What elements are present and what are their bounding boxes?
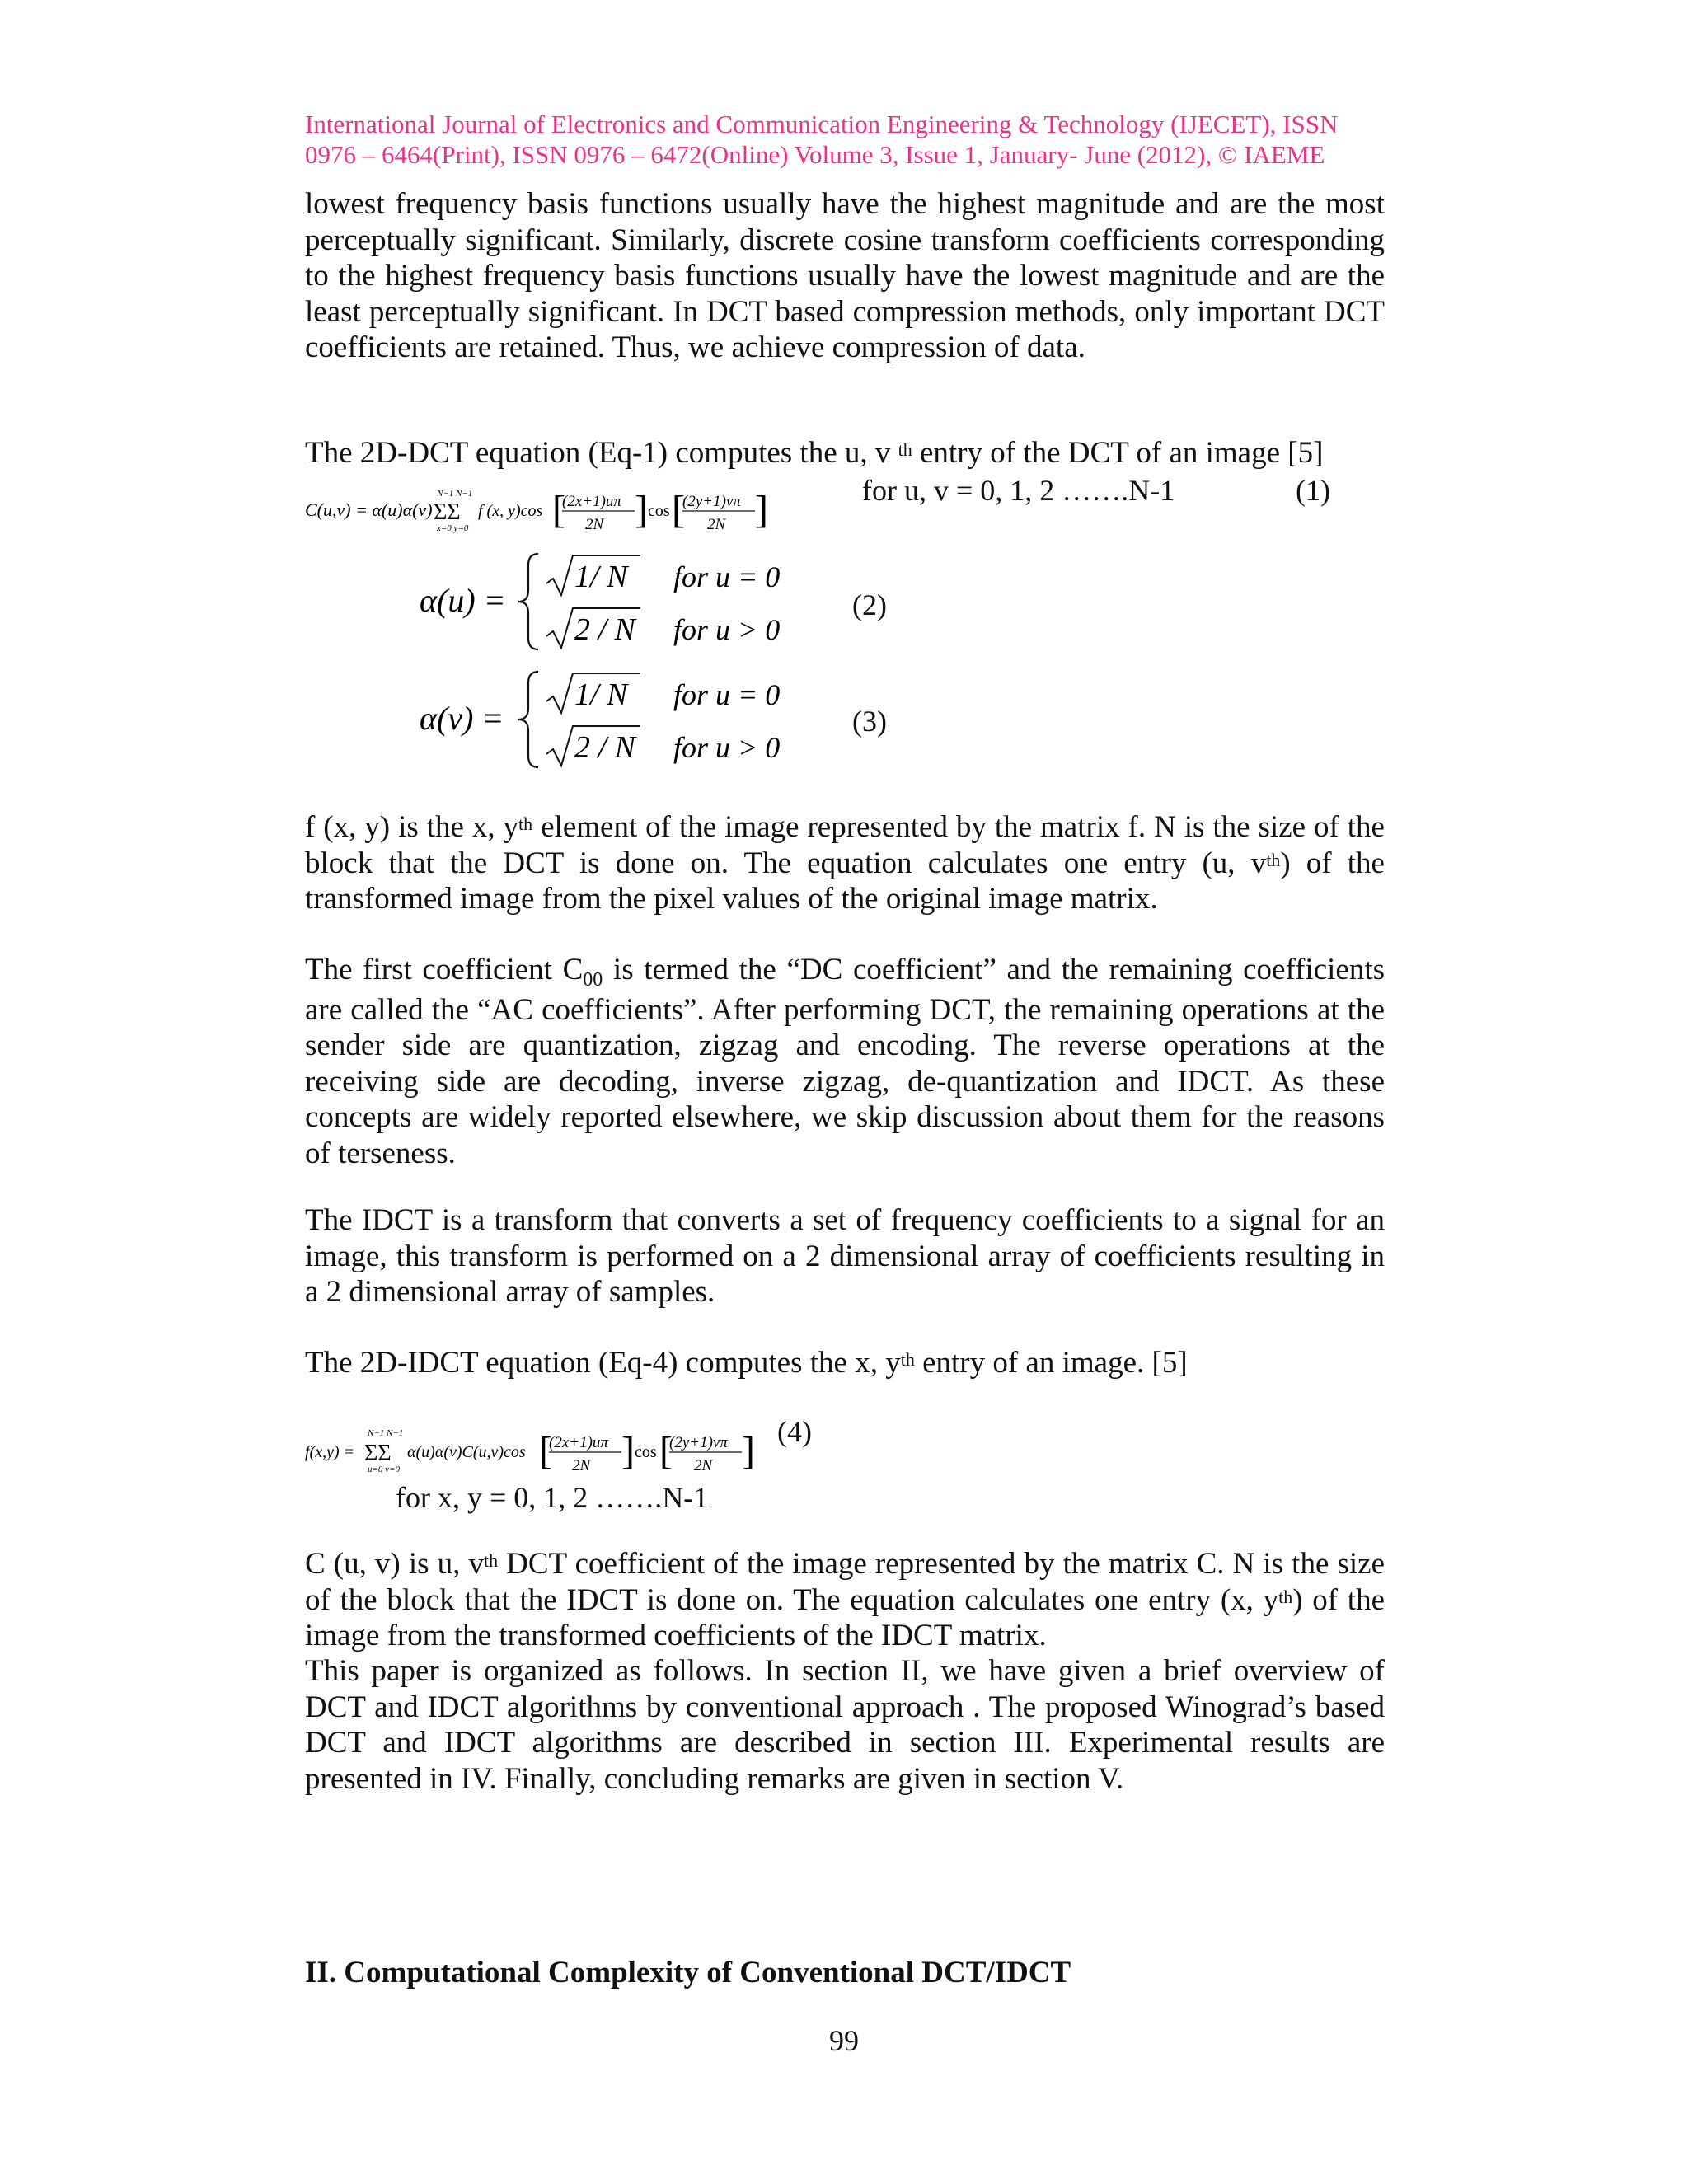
eq4-sum-upper: N−1 N−1 — [368, 1428, 404, 1438]
equation-2-alpha-u — [416, 544, 861, 659]
paragraph-fxy-definition: f (x, y) is the x, $y^{th}$ element of the image represented by the matrix f. N is the size of the block that the DCT is done on. The equation calculates one entry (u, $v^{th}$) of the transformed image from the pixel values of the original image matrix. — [305, 810, 1385, 916]
eq1-term: f (x, y)cos — [478, 502, 543, 520]
equation-1-dct — [305, 485, 783, 551]
eq3-row1-val: 1/ N — [574, 677, 628, 712]
eq3-row2-val: 2 / N — [574, 730, 635, 765]
header-line-1: International Journal of Electronics and Communication Engineering & Technology (IJECET), ISSN — [305, 110, 1339, 138]
header-line-2: 0976 – 6464(Print), ISSN 0976 – 6472(Online) Volume 3, Issue 1, January- June (2012), © IAEME — [305, 140, 1325, 169]
eq4-frac2-num: (2y+1)vπ — [669, 1434, 728, 1451]
eq1-bracket-left-2: [ — [672, 488, 685, 532]
eq1-bracket-right-2: ] — [755, 488, 768, 532]
eq1-condition: for u, v = 0, 1, 2 …….N-1 — [862, 474, 1175, 507]
eq3-number: (3) — [852, 705, 887, 738]
paragraph-cuv-definition: C (u, v) is u, $v^{th}$ DCT coefficient of the image represented by the matrix C. N is the size of the block that the IDCT is done on. The equation calculates one entry (x, $y^{th}$) of the image from the transformed coefficients of the IDCT matrix. — [305, 1547, 1385, 1652]
eq1-bracket-left-1: [ — [552, 488, 565, 532]
eq4-condition: for x, y = 0, 1, 2 …….N-1 — [396, 1481, 709, 1514]
eq4-bracket-right-1: ] — [621, 1429, 635, 1473]
eq4-frac2-den: 2N — [694, 1457, 713, 1474]
eq3-brace — [518, 672, 538, 767]
paragraph-idct-equation-intro: The 2D-IDCT equation (Eq-4) computes the x, $y^{th}$ entry of an image. [5] — [305, 1346, 1188, 1380]
eq4-sigma: ΣΣ — [364, 1441, 392, 1466]
eq4-term: α(u)α(v)C(u,v)cos — [407, 1443, 526, 1461]
page-number: 99 — [829, 2024, 859, 2057]
eq4-bracket-left-1: [ — [539, 1429, 552, 1473]
eq4-frac1-den: 2N — [572, 1457, 591, 1474]
section-heading: II. Computational Complexity of Conventional DCT/IDCT — [305, 1956, 1071, 1990]
eq3-row2-cond: for u > 0 — [673, 731, 781, 764]
eq2-lhs: α(u) = — [420, 582, 506, 619]
equation-3-alpha-v — [416, 662, 861, 777]
eq1-sum-upper: N−1 N−1 — [437, 489, 473, 499]
eq4-number: (4) — [777, 1415, 812, 1448]
eq1-frac1-den: 2N — [585, 516, 604, 533]
eq4-cos2: cos — [635, 1443, 657, 1461]
eq1-frac2-num: (2y+1)vπ — [682, 493, 741, 510]
paragraph-dct-intro: The 2D-DCT equation (Eq-1) computes the u, v $^{th}$ entry of the DCT of an image [5] — [305, 436, 1324, 470]
eq2-row2-val: 2 / N — [574, 612, 635, 647]
paragraph-paper-organization: This paper is organized as follows. In section II, we have given a brief overview of DCT and IDCT algorithms by conventional approach . The proposed Winograd’s based DCT and IDCT algorithms are described in section III. Experimental results are presented in IV. Finally, concluding remarks are given in section V. — [305, 1654, 1385, 1796]
eq4-bracket-left-2: [ — [659, 1429, 673, 1473]
eq1-number: (1) — [1296, 474, 1330, 507]
eq4-frac1-num: (2x+1)uπ — [549, 1434, 608, 1451]
eq4-bracket-right-2: ] — [742, 1429, 755, 1473]
eq4-lhs: f(x,y) = — [305, 1443, 355, 1461]
eq1-sigma: ΣΣ — [434, 499, 461, 525]
eq1-frac1-num: (2x+1)uπ — [562, 493, 621, 510]
eq2-row1-val: 1/ N — [574, 560, 628, 594]
journal-header — [305, 109, 1385, 170]
eq1-frac2-den: 2N — [707, 516, 726, 533]
eq1-cos2: cos — [648, 502, 670, 520]
eq2-number: (2) — [852, 588, 887, 621]
paragraph-dct-significance: lowest frequency basis functions usually have the highest magnitude and are the most perceptually significant. Similarly, discrete cosine transform coefficients corresponding to the highest frequency basis functions usually have the lowest magnitude and are the least perceptually significant. In DCT based compression methods, only important DCT coefficients are retained. Thus, we achieve compression of data. — [305, 187, 1385, 364]
eq4-sum-lower: u=0 v=0 — [368, 1465, 400, 1474]
eq3-lhs: α(v) = — [420, 700, 504, 737]
paragraph-dc-ac-coefficients: The first coefficient $C_{00}$ is termed the “DC coefficient” and the remaining coefficients are called the “AC coefficients”. After performing DCT, the remaining operations at the sender side are quantization, zigzag and encoding. The reverse operations at the receiving side are decoding, inverse zigzag, de-quantization and IDCT. As these concepts are widely reported elsewhere, we skip discussion about them for the reasons of terseness. — [305, 953, 1385, 1170]
eq1-sum-lower: x=0 y=0 — [437, 523, 469, 533]
eq3-row1-cond: for u = 0 — [673, 678, 781, 711]
eq1-lhs: C(u,v) = α(u)α(v) — [305, 499, 433, 520]
paragraph-idct-intro: The IDCT is a transform that converts a set of frequency coefficients to a signal for an image, this transform is performed on a 2 dimensional array of coefficients resulting in a 2 dimensional array of samples. — [305, 1203, 1385, 1309]
eq1-bracket-right-1: ] — [635, 488, 648, 532]
eq2-row2-cond: for u > 0 — [673, 613, 781, 646]
eq2-row1-cond: for u = 0 — [673, 560, 781, 593]
eq2-brace — [518, 554, 538, 649]
